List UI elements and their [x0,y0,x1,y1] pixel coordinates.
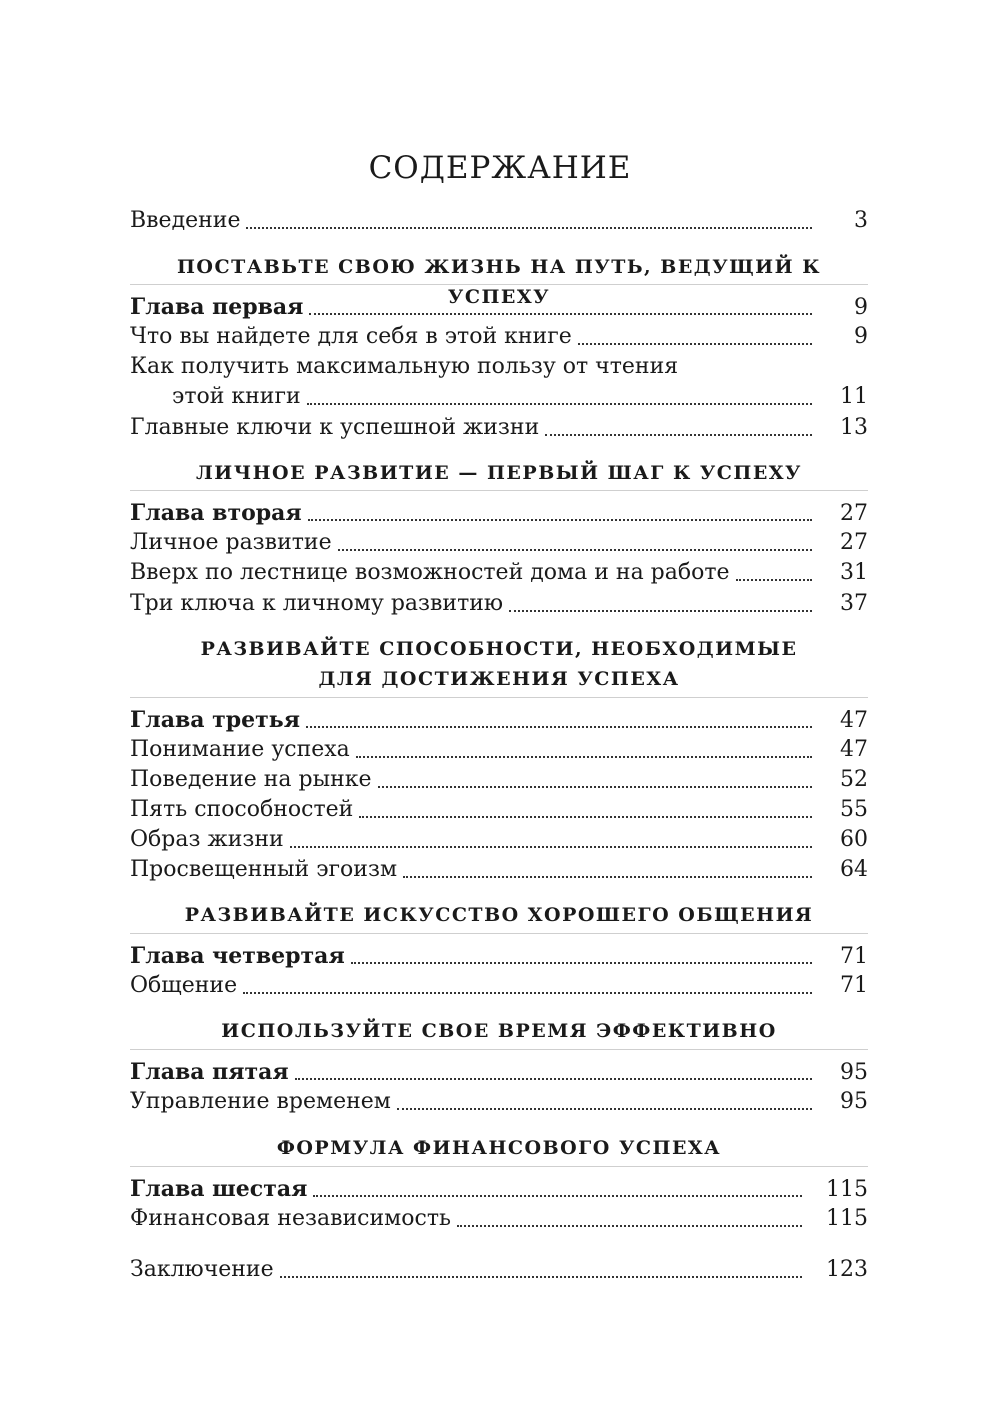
dot-leader [545,433,812,436]
toc-entry[interactable] [130,795,868,825]
chapter-label: Глава вторая [130,500,302,526]
chapter-label: Глава шестая [130,1176,308,1202]
toc-entry[interactable] [130,558,868,588]
entry-page: 55 [840,797,868,822]
chapter-label: Глава первая [130,294,304,320]
toc-chapter[interactable] [130,941,868,971]
entry-label: Заключение [130,1257,274,1282]
entry-label: Личное развитие [130,530,332,555]
entry-label: Поведение на рынке [130,767,372,792]
dot-leader [378,785,812,788]
entry-label: Общение [130,973,238,998]
entry-page: 52 [840,767,868,792]
entry-page: 95 [840,1089,868,1114]
toc-chapter[interactable] [130,292,868,322]
section-divider [130,1049,868,1050]
dot-leader [306,725,812,728]
entry-page: 47 [840,737,868,762]
toc-chapter[interactable] [130,498,868,528]
dot-leader [403,875,812,878]
entry-label-line1[interactable]: Как получить максимальную пользу от чтения [130,354,679,379]
section-divider [130,697,868,698]
entry-label: Главные ключи к успешной жизни [130,415,540,440]
dot-leader [351,961,812,964]
dot-leader [290,845,812,848]
entry-page: 13 [840,415,868,440]
toc-entry[interactable] [172,382,868,412]
toc-entry[interactable] [130,765,868,795]
toc-entry[interactable] [130,589,868,619]
chapter-label: Глава пятая [130,1059,289,1085]
section-divider [130,284,868,285]
toc-entry-intro[interactable] [130,206,868,236]
entry-label: Что вы найдете для себя в этой книге [130,324,572,349]
entry-page: 27 [840,530,868,555]
dot-leader [736,578,812,581]
entry-label: Пять способностей [130,797,354,822]
entry-page: 60 [840,827,868,852]
entry-page: 64 [840,857,868,882]
section-heading: ПОСТАВЬТЕ СВОЮ ЖИЗНЬ НА ПУТЬ, ВЕДУЩИЙ К УСПЕХУ [176,256,821,308]
toc-entry[interactable] [130,971,868,1001]
entry-page: 3 [854,208,868,233]
dot-leader [295,1077,812,1080]
dot-leader [356,755,812,758]
dot-leader [359,815,812,818]
section-heading-line1: РАЗВИВАЙТЕ СПОСОБНОСТИ, НЕОБХОДИМЫЕ [200,638,798,660]
entry-page: 123 [826,1257,868,1282]
dot-leader [338,548,812,551]
entry-label: Три ключа к личному развитию [130,591,504,616]
section-divider [130,490,868,491]
toc-entry[interactable] [130,1204,868,1234]
toc-entry[interactable] [130,1087,868,1117]
dot-leader [397,1107,812,1110]
entry-page: 9 [854,324,868,349]
toc-entry[interactable] [130,735,868,765]
entry-page: 115 [826,1177,868,1202]
entry-label: Просвещенный эгоизм [130,857,398,882]
entry-label: Введение [130,208,241,233]
chapter-label: Глава четвертая [130,943,345,969]
chapter-label: Глава третья [130,707,300,733]
entry-page: 95 [840,1060,868,1085]
toc-entry-conclusion[interactable] [130,1255,868,1285]
toc-chapter[interactable] [130,1057,868,1087]
entry-label: Вверх по лестнице возможностей дома и на работе [130,560,730,585]
toc-entry[interactable] [130,322,868,352]
dot-leader [309,312,812,315]
entry-label-line2: этой книги [172,384,301,409]
dot-leader [307,402,812,405]
entry-label: Понимание успеха [130,737,350,762]
entry-page: 37 [840,591,868,616]
section-divider [130,1166,868,1167]
entry-label: Образ жизни [130,827,284,852]
dot-leader [578,342,812,345]
entry-label: Финансовая независимость [130,1206,451,1231]
toc-entry[interactable] [130,413,868,443]
toc-chapter[interactable] [130,1174,868,1204]
section-divider [130,933,868,934]
entry-page: 115 [826,1206,868,1231]
entry-label: Управление временем [130,1089,391,1114]
dot-leader [308,518,812,521]
toc-chapter[interactable] [130,705,868,735]
toc-entry[interactable] [130,825,868,855]
entry-page: 31 [840,560,868,585]
entry-page: 47 [840,708,868,733]
section-heading: ФОРМУЛА ФИНАНСОВОГО УСПЕХА [276,1137,722,1159]
entry-page: 9 [854,295,868,320]
dot-leader [280,1275,802,1278]
dot-leader [246,226,812,229]
entry-page: 27 [840,501,868,526]
dot-leader [457,1224,802,1227]
dot-leader [313,1194,802,1197]
toc-entry[interactable] [130,855,868,885]
toc-entry[interactable] [130,528,868,558]
section-heading: ИСПОЛЬЗУЙТЕ СВОЕ ВРЕМЯ ЭФФЕКТИВНО [221,1020,777,1042]
entry-page: 71 [840,944,868,969]
section-heading: РАЗВИВАЙТЕ ИСКУССТВО ХОРОШЕГО ОБЩЕНИЯ [184,904,814,926]
dot-leader [509,609,812,612]
page-title: СОДЕРЖАНИЕ [368,150,632,186]
section-heading-line2: ДЛЯ ДОСТИЖЕНИЯ УСПЕХА [318,668,680,690]
section-heading: ЛИЧНОЕ РАЗВИТИЕ — ПЕРВЫЙ ШАГ К УСПЕХУ [196,462,802,484]
entry-page: 11 [840,384,868,409]
entry-page: 71 [840,973,868,998]
dot-leader [243,991,812,994]
